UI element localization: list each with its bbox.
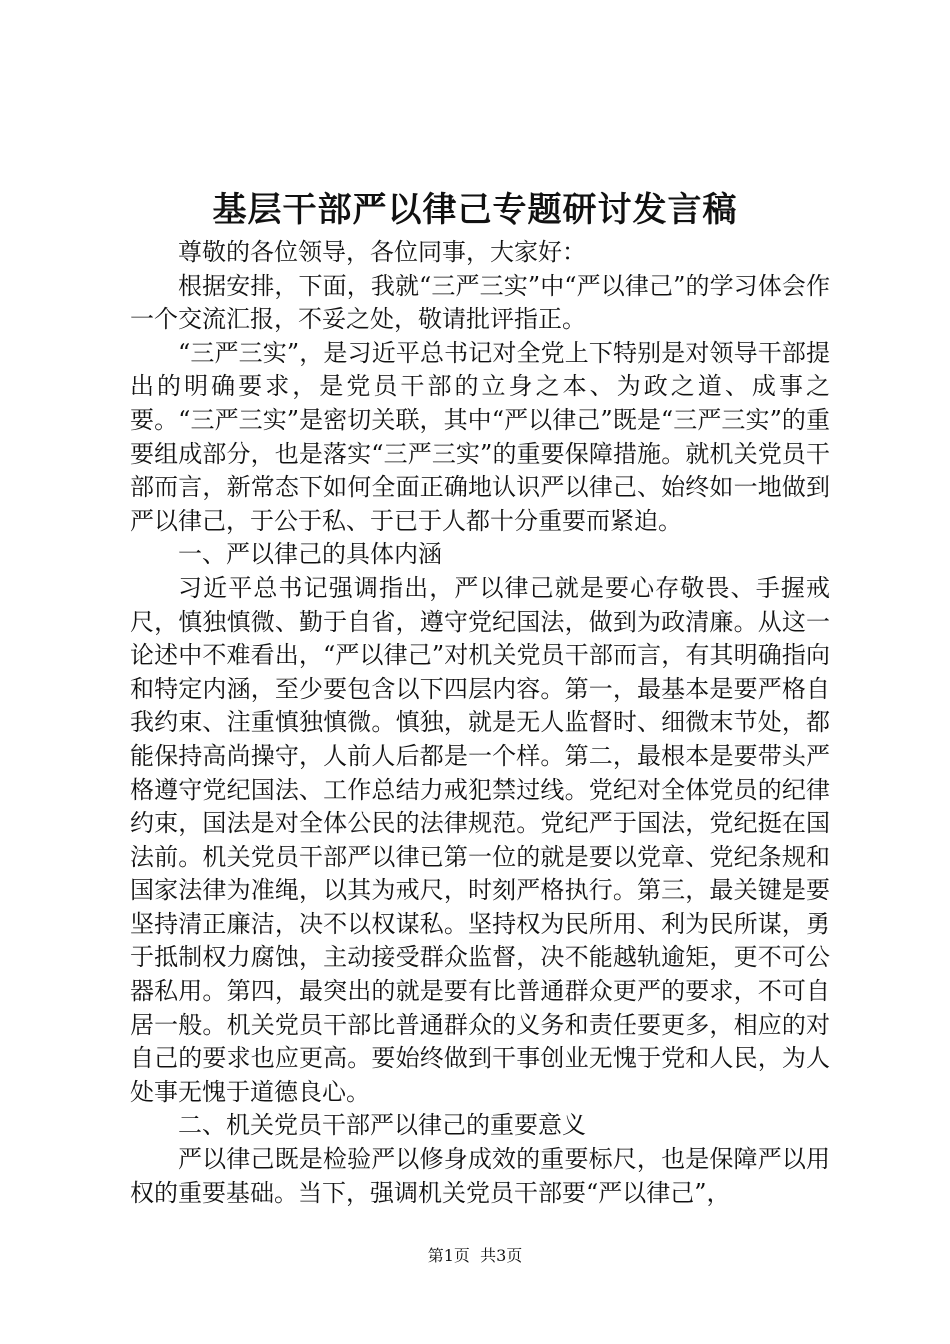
- document-title: 基层干部严以律己专题研讨发言稿: [212, 190, 738, 230]
- paragraph-background: “三严三实”，是习近平总书记对全党上下特别是对领导干部提出的明确要求，是党员干部的立身之本、为政之道、成事之要。“三严三实”是密切关联，其中“严以律己”既是“三严三实”的重要组成部分，也是落实“三严三实”的重要保障措施。就机关党员干部而言，新常态下如何全面正确地认识严以律己、始终如一地做到严以律己，于公于私、于已于人都十分重要而紧迫。: [130, 338, 830, 535]
- section-heading-1: 一、严以律己的具体内涵: [178, 540, 442, 569]
- document-body: [130, 236, 830, 1210]
- page-number: 第1页 共3页: [427, 1246, 523, 1265]
- paragraph-section-2: 严以律己既是检验严以修身成效的重要标尺，也是保障严以用权的重要基础。当下，强调机关党员干部要“严以律己”，: [130, 1145, 830, 1207]
- section-heading-2: 二、机关党员干部严以律己的重要意义: [178, 1111, 586, 1140]
- paragraph-section-1: 习近平总书记强调指出，严以律己就是要心存敬畏、手握戒尺，慎独慎微、勤于自省，遵守党纪国法，做到为政清廉。从这一论述中不难看出，“严以律己”对机关党员干部而言，有其明确指向和特定内涵，至少要包含以下四层内容。第一，最基本是要严格自我约束、注重慎独慎微。慎独，就是无人监督时、细微末节处，都能保持高尚操守，人前人后都是一个样。第二，最根本是要带头严格遵守党纪国法、工作总结力戒犯禁过线。党纪对全体党员的纪律约束，国法是对全体公民的法律规范。党纪严于国法，党纪挺在国法前。机关党员干部严以律已第一位的就是要以党章、党纪条规和国家法律为准绳，以其为戒尺，时刻严格执行。第三，最关键是要坚持清正廉洁，决不以权谋私。坚持权为民所用、利为民所谋，勇于抵制权力腐蚀，主动接受群众监督，决不能越轨逾矩，更不可公器私用。第四，最突出的就是要有比普通群众更严的要求，不可自居一般。机关党员干部比普通群众的义务和责任要更多，相应的对自己的要求也应更高。要始终做到干事创业无愧于党和人民，为人处事无愧于道德良心。: [130, 573, 830, 1106]
- paragraph-intro: 根据安排，下面，我就“三严三实”中“严以律己”的学习体会作一个交流汇报，不妥之处，敬请批评指正。: [130, 271, 830, 334]
- paragraph-greeting: 尊敬的各位领导，各位同事，大家好：: [178, 238, 586, 266]
